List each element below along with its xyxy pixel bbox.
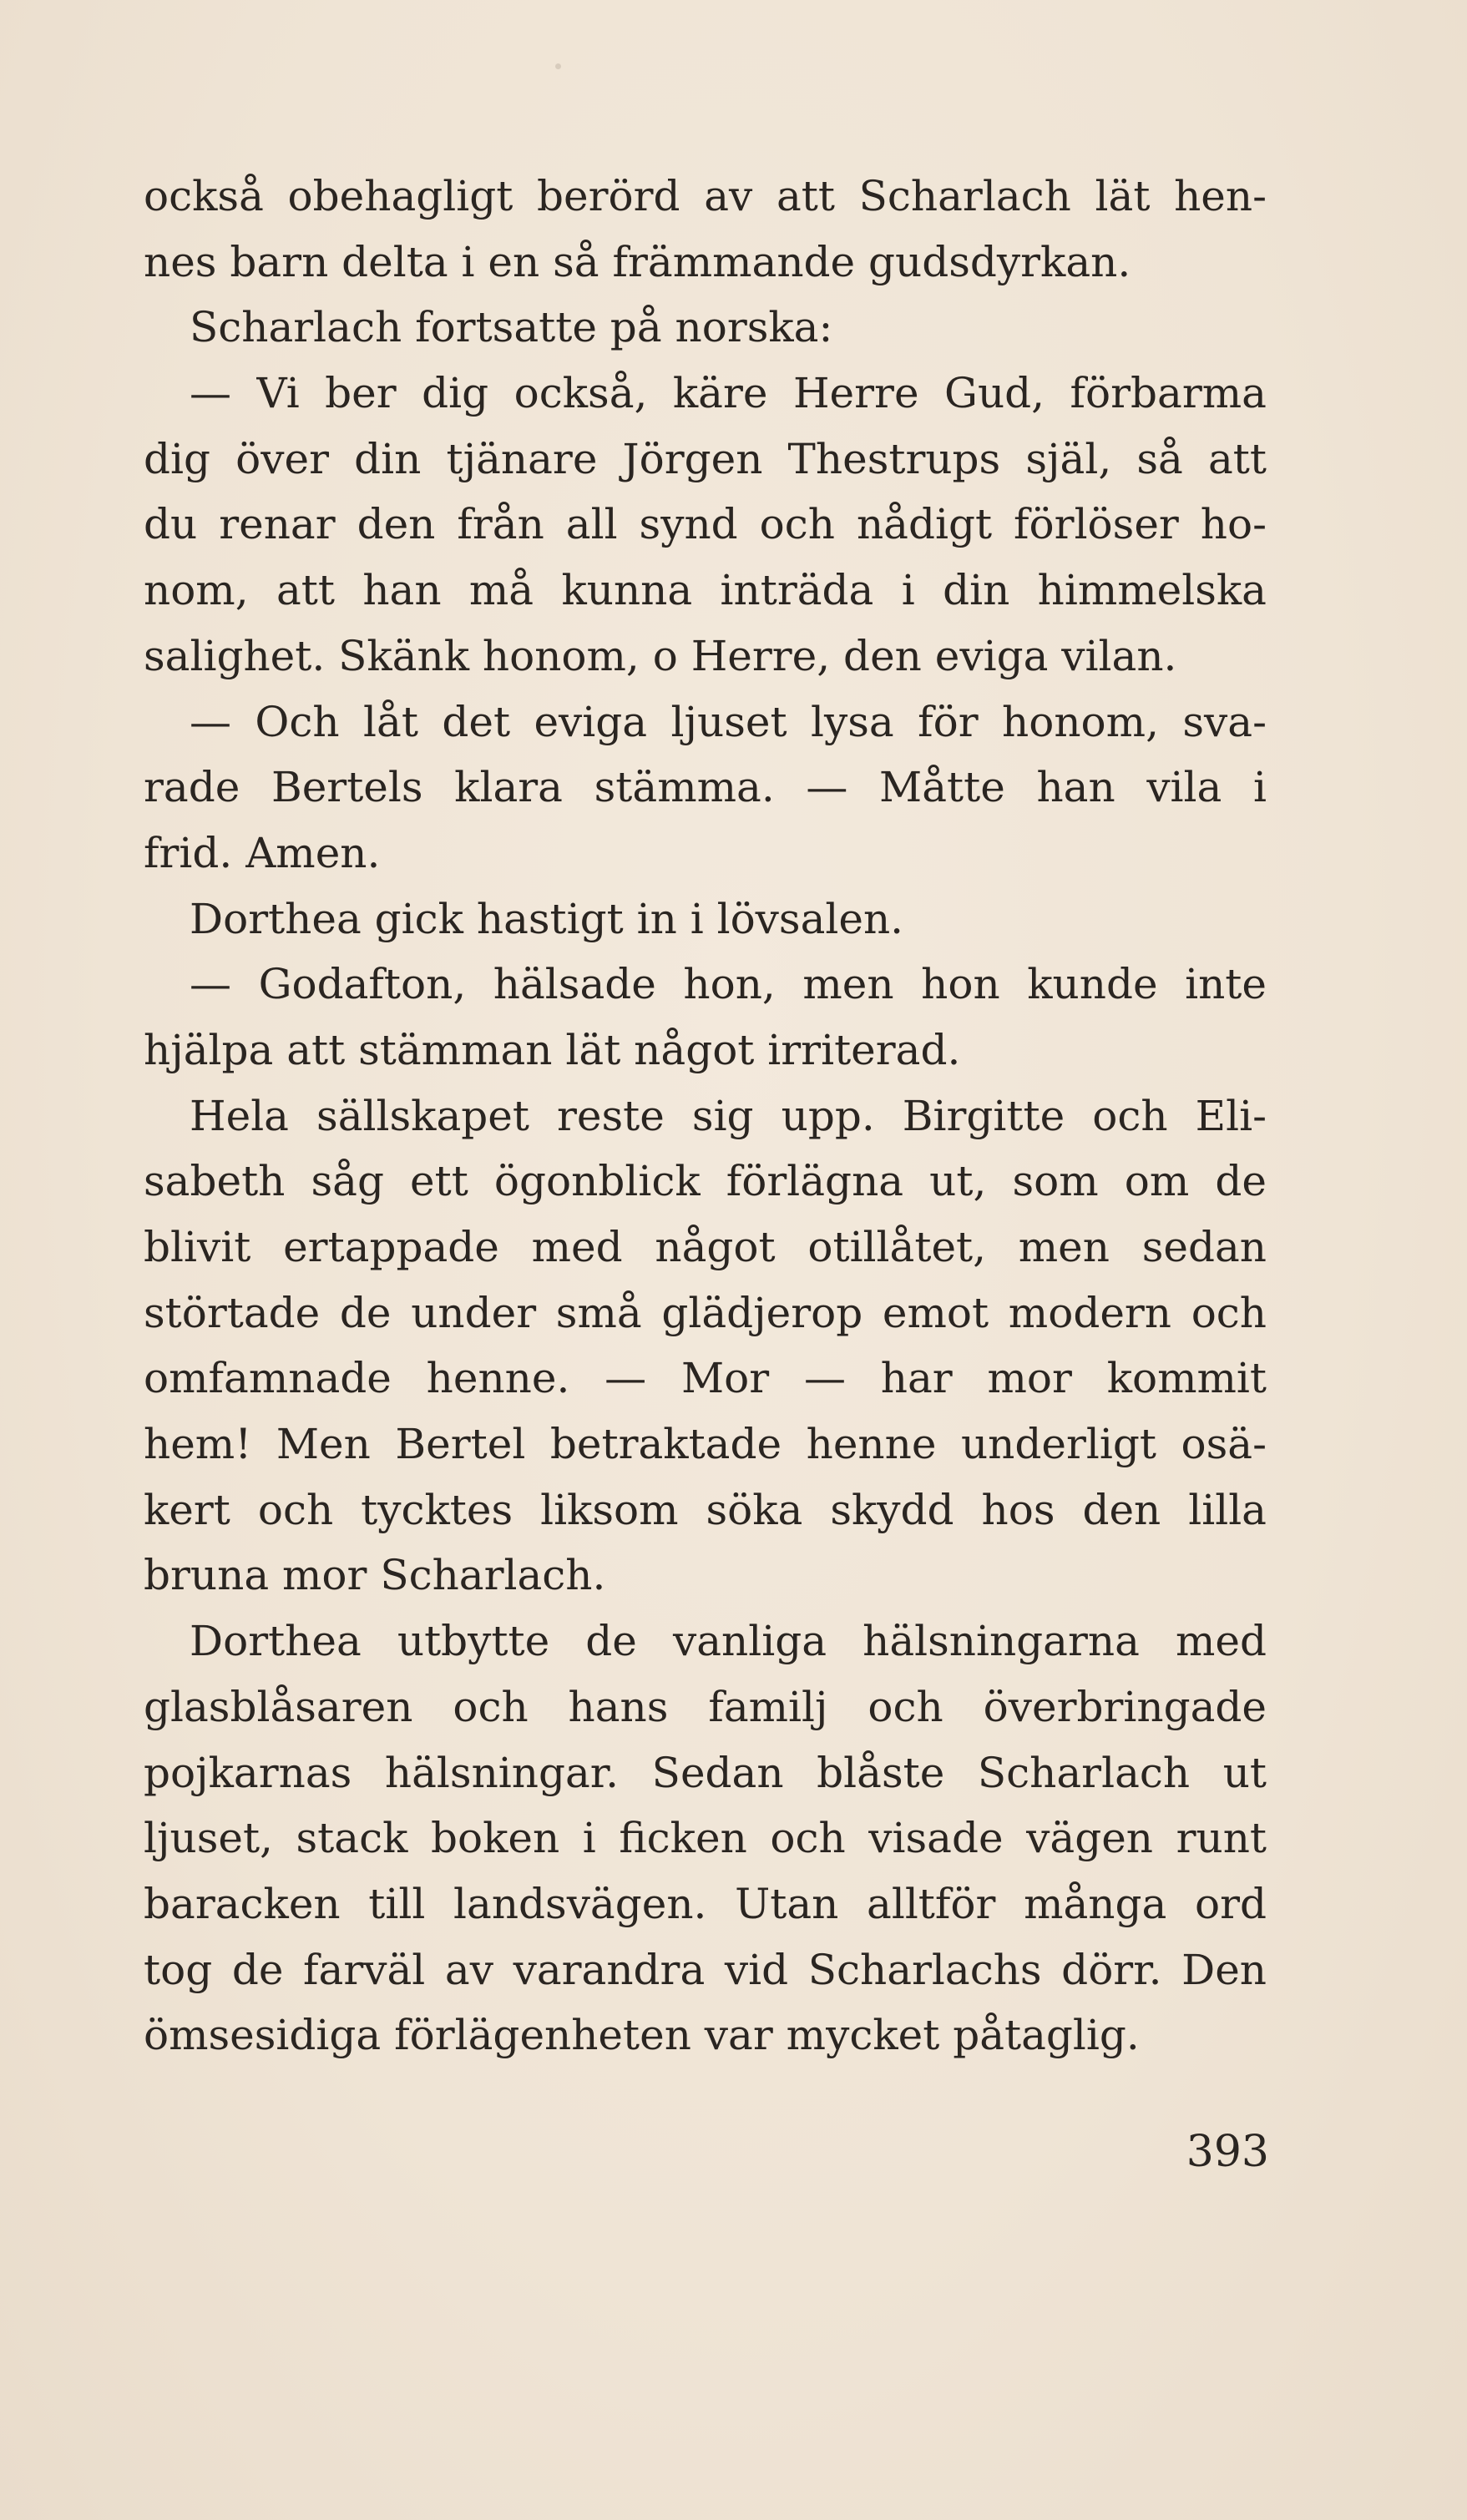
- text-line: rade Bertels klara stämma. — Måtte han vila i: [144, 763, 1267, 812]
- text-line: störtade de under små glädjerop emot modern och: [144, 1288, 1267, 1337]
- text-line: ljuset, stack boken i ficken och visade vägen runt: [144, 1814, 1267, 1863]
- text-line: ömsesidiga förlägenheten var mycket påtaglig.: [144, 2011, 1140, 2060]
- text-line: Scharlach fortsatte på norska:: [190, 303, 833, 352]
- text-line: — Godafton, hälsade hon, men hon kunde inte: [190, 960, 1267, 1009]
- text-line: baracken till landsvägen. Utan alltför många ord: [144, 1879, 1267, 1928]
- text-line: blivit ertappade med något otillåtet, men sedan: [144, 1223, 1267, 1271]
- text-line: dig över din tjänare Jörgen Thestrups själ, så att: [144, 434, 1267, 483]
- text-line: salighet. Skänk honom, o Herre, den eviga vilan.: [144, 631, 1177, 680]
- text-line: du renar den från all synd och nådigt förlöser ho-: [144, 500, 1267, 549]
- text-line: Dorthea gick hastigt in i lövsalen.: [190, 894, 904, 943]
- text-line: frid. Amen.: [144, 828, 381, 877]
- text-line: pojkarnas hälsningar. Sedan blåste Scharlach ut: [144, 1748, 1267, 1797]
- text-line: omfamnade henne. — Mor — har mor kommit: [144, 1354, 1267, 1403]
- text-line: bruna mor Scharlach.: [144, 1551, 606, 1600]
- text-line: nom, att han må kunna inträda i din himmelska: [144, 566, 1267, 615]
- text-line: Hela sällskapet reste sig upp. Birgitte och Eli-: [190, 1091, 1267, 1140]
- paper-speck: [555, 63, 561, 69]
- text-line: också obehagligt berörd av att Scharlach lät hen-: [144, 172, 1267, 220]
- text-line: — Vi ber dig också, käre Herre Gud, förbarma: [190, 369, 1267, 418]
- text-line: sabeth såg ett ögonblick förlägna ut, som om de: [144, 1157, 1267, 1206]
- text-line: Dorthea utbytte de vanliga hälsningarna med: [190, 1617, 1267, 1666]
- text-line: hem! Men Bertel betraktade henne underligt osä-: [144, 1420, 1267, 1469]
- text-line: nes barn delta i en så främmande gudsdyrkan.: [144, 237, 1131, 286]
- body-text: [144, 164, 1267, 2068]
- text-line: tog de farväl av varandra vid Scharlachs dörr. Den: [144, 1945, 1267, 1994]
- text-line: glasblåsaren och hans familj och överbringade: [144, 1682, 1267, 1731]
- text-line: hjälpa att stämman lät något irriterad.: [144, 1025, 961, 1074]
- text-line: kert och tycktes liksom söka skydd hos den lilla: [144, 1485, 1267, 1534]
- text-line: — Och låt det eviga ljuset lysa för honom, sva-: [190, 697, 1267, 746]
- page-number: 393: [1186, 2127, 1269, 2177]
